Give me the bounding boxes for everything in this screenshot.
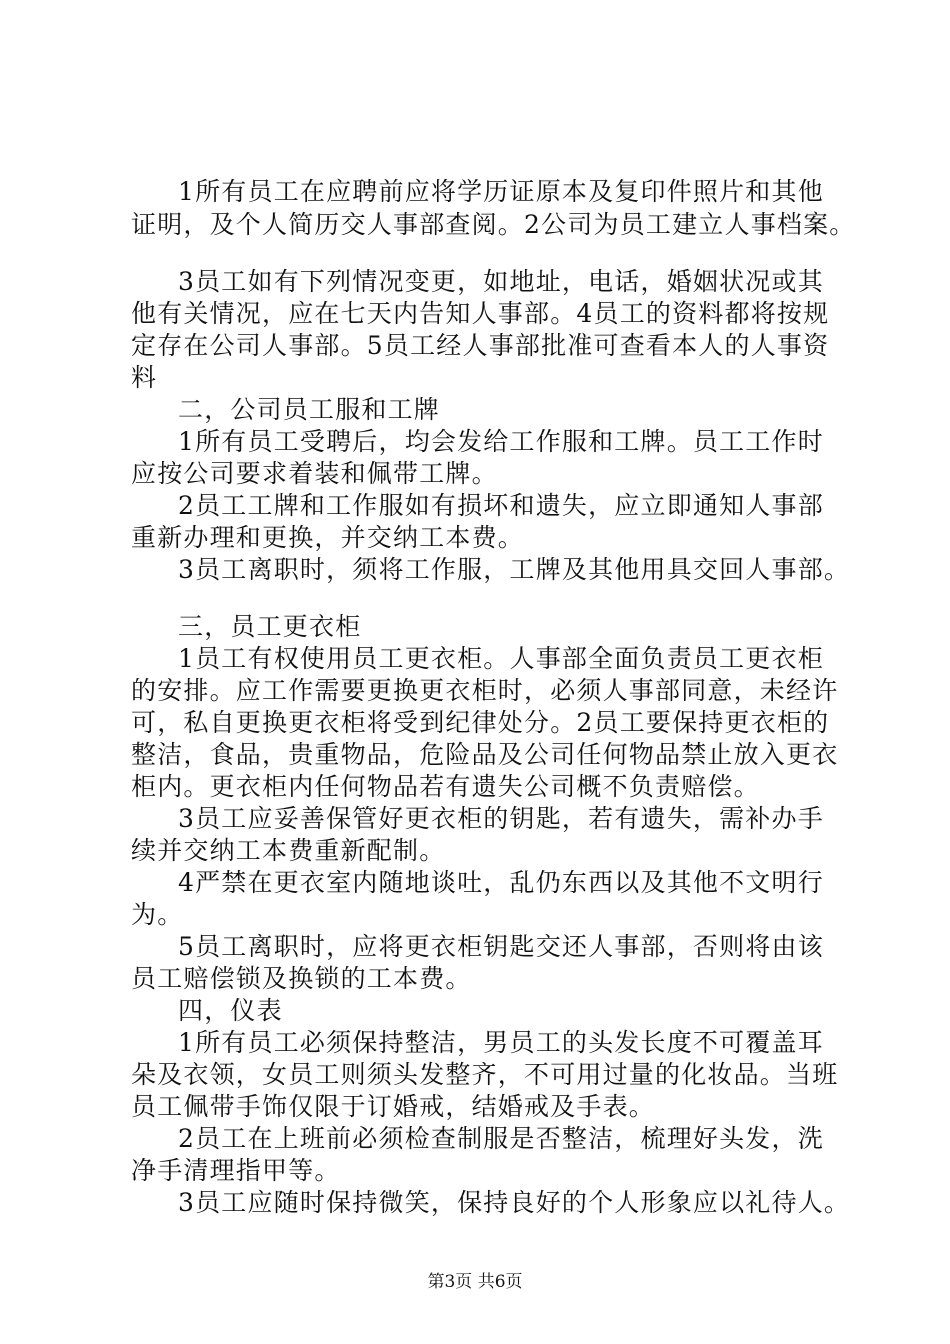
paragraph-line: 可，私自更换更衣柜将受到纪律处分。2员工要保持更衣柜的 — [131, 708, 830, 737]
paragraph-line: 员工赔偿锁及换锁的工本费。 — [131, 964, 472, 993]
paragraph-line: 为。 — [131, 900, 184, 929]
paragraph-line: 证明，及个人简历交人事部查阅。2公司为员工建立人事档案。 — [131, 210, 856, 239]
paragraph-line: 他有关情况，应在七天内告知人事部。4员工的资料都将按规 — [131, 299, 830, 328]
paragraph-line: 的安排。应工作需要更换更衣柜时，必须人事部同意，未经许 — [131, 676, 839, 705]
paragraph-line: 员工佩带手饰仅限于订婚戒，结婚戒及手表。 — [131, 1092, 656, 1121]
paragraph-line: 1所有员工在应聘前应将学历证原本及复印件照片和其他 — [178, 177, 824, 206]
paragraph-line: 重新办理和更换，并交纳工本费。 — [131, 523, 525, 552]
paragraph-line: 整洁，食品，贵重物品，危险品及公司任何物品禁止放入更衣 — [131, 740, 839, 769]
paragraph-line: 1所有员工必须保持整洁，男员工的头发长度不可覆盖耳 — [178, 1028, 824, 1057]
paragraph-line: 朵及衣领，女员工则须头发整齐，不可用过量的化妆品。当班 — [131, 1060, 839, 1089]
paragraph-line: 3员工离职时，须将工作服，工牌及其他用具交回人事部。 — [178, 555, 851, 584]
paragraph-line: 定存在公司人事部。5员工经人事部批准可查看本人的人事资 — [131, 331, 830, 360]
paragraph-line: 3员工应妥善保管好更衣柜的钥匙，若有遗失，需补办手 — [178, 804, 824, 833]
section-heading: 二，公司员工服和工牌 — [178, 395, 441, 424]
paragraph-line: 1员工有权使用员工更衣柜。人事部全面负责员工更衣柜 — [178, 644, 824, 673]
paragraph-line: 净手清理指甲等。 — [131, 1156, 341, 1185]
paragraph-line: 3员工如有下列情况变更，如地址，电话，婚姻状况或其 — [178, 267, 824, 296]
paragraph-line: 2员工在上班前必须检查制服是否整洁，梳理好头发，洗 — [178, 1124, 824, 1153]
paragraph-line: 4严禁在更衣室内随地谈吐，乱仍东西以及其他不文明行 — [178, 868, 824, 897]
page-number-footer: 第3页 共6页 — [427, 1272, 523, 1292]
section-heading: 三，员工更衣柜 — [178, 612, 362, 641]
paragraph-line: 3员工应随时保持微笑，保持良好的个人形象应以礼待人。 — [178, 1188, 851, 1217]
paragraph-line: 柜内。更衣柜内任何物品若有遗失公司概不负责赔偿。 — [131, 772, 760, 801]
paragraph-line: 2员工工牌和工作服如有损坏和遗失，应立即通知人事部 — [178, 491, 824, 520]
section-heading: 四，仪表 — [178, 996, 283, 1025]
paragraph-line: 5员工离职时，应将更衣柜钥匙交还人事部，否则将由该 — [178, 932, 824, 961]
paragraph-line: 应按公司要求着装和佩带工牌。 — [131, 459, 498, 488]
paragraph-line: 料 — [131, 363, 158, 392]
paragraph-line: 续并交纳工本费重新配制。 — [131, 836, 446, 865]
paragraph-line: 1所有员工受聘后，均会发给工作服和工牌。员工工作时 — [178, 427, 824, 456]
